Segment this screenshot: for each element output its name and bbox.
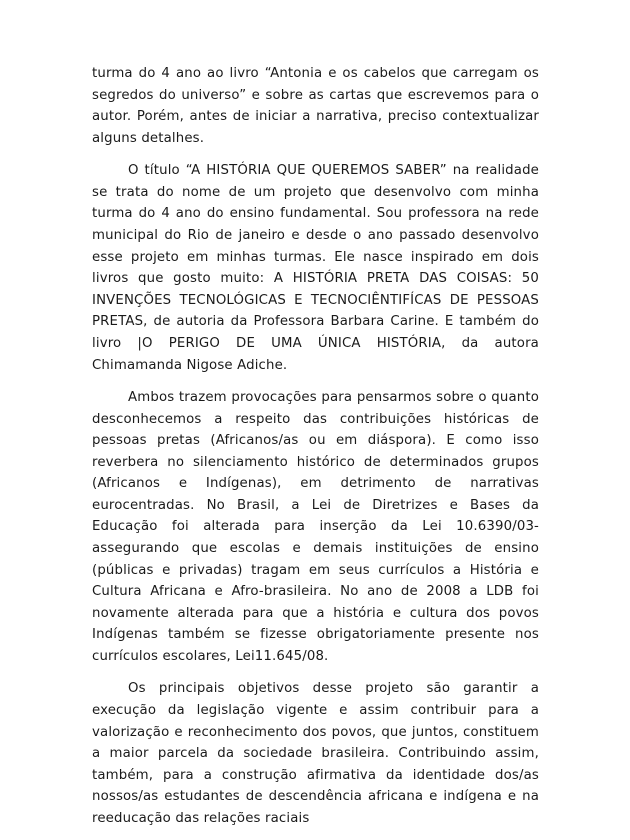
document-body bbox=[92, 63, 539, 840]
paragraph-objectives: Os principais objetivos desse projeto são garantir a execução da legislação vigente e assim contribuir para a valorização e reconhecimento dos povos, que juntos, constituem a maior parcela da sociedade brasileira. Contribuindo assim, também, para a construção afirmativa da identidade dos/as nossos/as estudantes de descendência africana e indígena e na reeducação das relações raciais bbox=[92, 681, 539, 826]
paragraph-continuation: turma do 4 ano ao livro “Antonia e os cabelos que carregam os segredos do universo” e sobre as cartas que escrevemos para o autor. Porém, antes de iniciar a narrativa, preciso contextualizar alguns detalhes. bbox=[92, 66, 539, 146]
paragraph-project-title: O título “A HISTÓRIA QUE QUEREMOS SABER” na realidade se trata do nome de um projeto que desenvolvo com minha turma do 4 ano do ensino fundamental. Sou professora na rede municipal do Rio de janeiro e desde o ano passado desenvolvo esse projeto em minhas turmas. Ele nasce inspirado em dois livros que gosto muito: A HISTÓRIA PRETA DAS COISAS: 50 INVENÇÕES TECNOLÓGICAS E TECNOCIÊNTIFÍCAS DE PESSOAS PRETAS, de autoria da Professora Barbara Carine. E também do livro |O PERIGO DE UMA ÚNICA HISTÓRIA, da autora Chimamanda Nigose Adiche. bbox=[92, 163, 539, 373]
paragraph-legislation: Ambos trazem provocações para pensarmos sobre o quanto desconhecemos a respeito das contribuições históricas de pessoas pretas (Africanos/as ou em diáspora). E como isso reverbera no silenciamento histórico de determinados grupos (Africanos e Indígenas), em detrimento de narrativas eurocentradas. No Brasil, a Lei de Diretrizes e Bases da Educação foi alterada para inserção da Lei 10.6390/03- assegurando que escolas e demais instituições de ensino (públicas e privadas) tragam em seus currículos a História e Cultura Africana e Afro-brasileira. No ano de 2008 a LDB foi novamente alterada para que a história e cultura dos povos Indígenas também se fizesse obrigatoriamente presente nos currículos escolares, Lei11.645/08. bbox=[92, 389, 539, 665]
